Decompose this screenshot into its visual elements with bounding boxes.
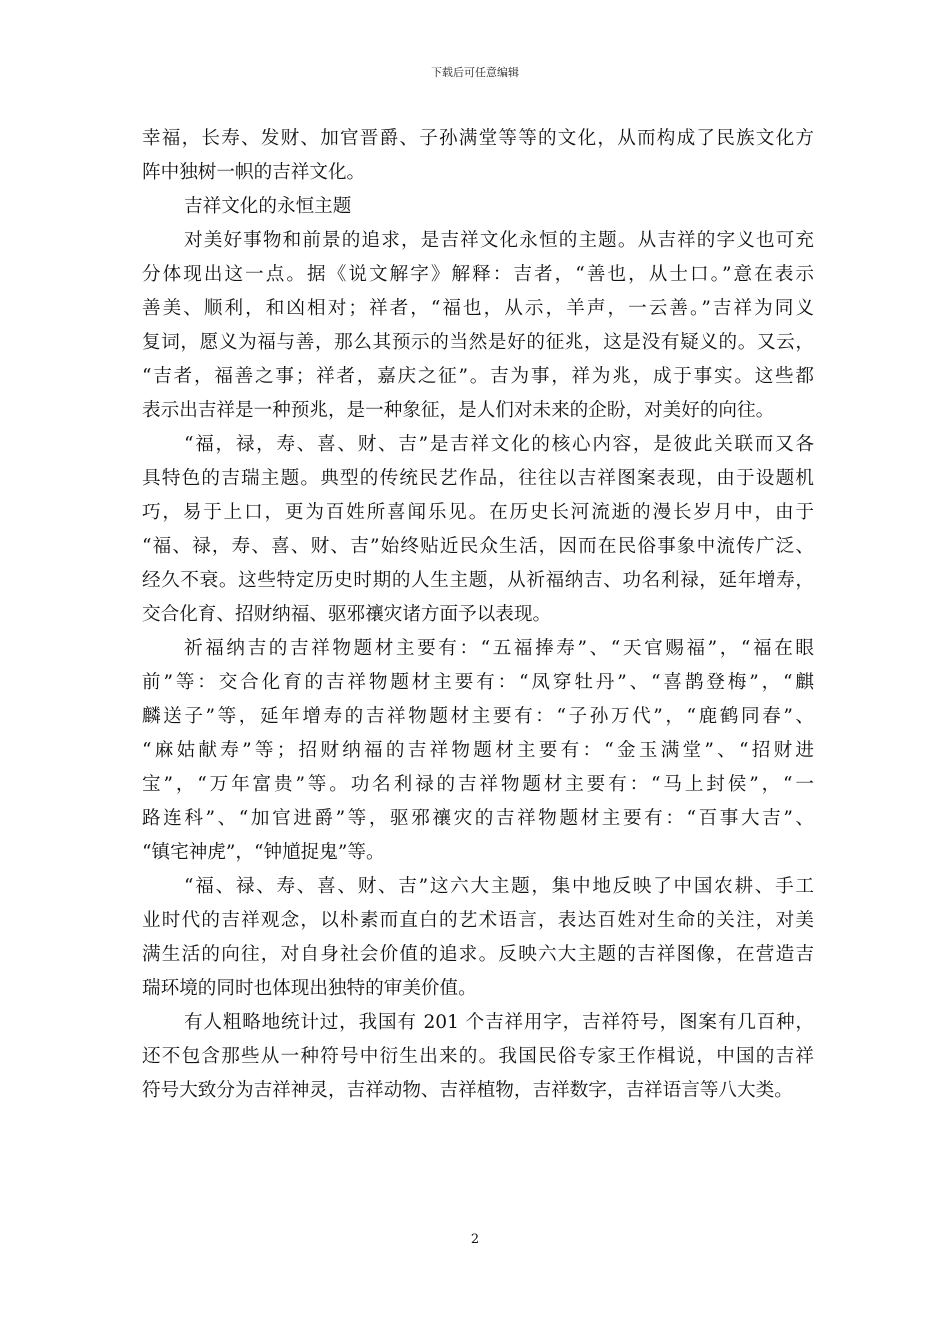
paragraph: [142, 122, 814, 190]
section-heading: [142, 190, 814, 224]
document-body: [142, 122, 814, 1108]
text-line: 分体现出这一点。据《说文解字》解释：吉者，“善也，从士口。”意在表示: [142, 264, 814, 285]
text-line: 对美好事物和前景的追求，是吉祥文化永恒的主题。从吉祥的字义也可充: [184, 230, 814, 251]
text-line: 巧，易于上口，更为百姓所喜闻乐见。在历史长河流逝的漫长岁月中，由于: [142, 502, 814, 523]
text-line: “福，禄，寿、喜、财、吉”是吉祥文化的核心内容，是彼此关联而又各: [184, 434, 814, 455]
page-number: 2: [470, 1232, 480, 1247]
text-line: 吉祥文化的永恒主题: [184, 196, 352, 217]
header-text: 下载后可任意编辑: [431, 66, 519, 79]
text-line: 麟送子”等，延年增寿的吉祥物题材主要有：“子孙万代”，“鹿鹤同春”、: [142, 706, 814, 727]
paragraph: [142, 1006, 814, 1108]
text-line: 复词，愿义为福与善，那么其预示的当然是好的征兆，这是没有疑义的。又云，: [142, 332, 814, 353]
page-header: [0, 66, 950, 80]
text-line: 路连科”、“加官进爵”等，驱邪禳灾的吉祥物题材主要有：“百事大吉”、: [142, 808, 814, 829]
paragraph: [142, 870, 814, 1006]
text-line: 善美、顺利，和凶相对；祥者，“福也，从示，羊声，一云善。”吉祥为同义: [142, 298, 814, 319]
text-line: 宝”，“万年富贵”等。功名利禄的吉祥物题材主要有：“马上封侯”，“一: [142, 774, 814, 795]
text-line: 前”等：交合化育的吉祥物题材主要有：“凤穿牡丹”、“喜鹊登梅”，“麒: [142, 672, 814, 693]
text-line: 满生活的向往，对自身社会价值的追求。反映六大主题的吉祥图像，在营造吉: [142, 944, 814, 965]
text-line: 还不包含那些从一种符号中衍生出来的。我国民俗专家王作楫说，中国的吉祥: [142, 1046, 814, 1067]
text-line: 业时代的吉祥观念，以朴素而直白的艺术语言，表达百姓对生命的关注，对美: [142, 910, 814, 931]
text-line: 幸福，长寿、发财、加官晋爵、子孙满堂等等的文化，从而构成了民族文化方: [142, 128, 814, 149]
text-line: 符号大致分为吉祥神灵，吉祥动物、吉祥植物，吉祥数字，吉祥语言等八大类。: [142, 1080, 793, 1101]
paragraph: [142, 428, 814, 632]
text-line: 交合化育、招财纳福、驱邪禳灾诸方面予以表现。: [142, 604, 552, 625]
text-line: “福、禄，寿、喜、财、吉”始终贴近民众生活，因而在民俗事象中流传广泛、: [142, 536, 814, 557]
text-line: 具特色的吉瑞主题。典型的传统民艺作品，往往以吉祥图案表现，由于设题机: [142, 468, 814, 489]
text-line: “麻姑献寿”等；招财纳福的吉祥物题材主要有：“金玉满堂”、“招财进: [142, 740, 814, 761]
paragraph: [142, 632, 814, 870]
text-line: 表示出吉祥是一种预兆，是一种象征，是人们对未来的企盼，对美好的向往。: [142, 400, 775, 421]
text-line: 经久不衰。这些特定历史时期的人生主题，从祈福纳吉、功名利禄，延年增寿，: [142, 570, 814, 591]
text-line: 瑞环境的同时也体现出独特的审美价值。: [142, 978, 477, 999]
text-line: “吉者，福善之事；祥者，嘉庆之征”。吉为事，祥为兆，成于事实。这些都: [142, 366, 814, 387]
paragraph: [142, 224, 814, 428]
text-line: 有人粗略地统计过，我国有 201 个吉祥用字，吉祥符号，图案有几百种，: [184, 1012, 814, 1033]
text-line: 祈福纳吉的吉祥物题材主要有：“五福捧寿”、“天官赐福”，“福在眼: [184, 638, 814, 659]
text-line: “镇宅神虎”，“钟馗捉鬼”等。: [142, 842, 385, 863]
text-line: “福、禄、寿、喜、财、吉”这六大主题，集中地反映了中国农耕、手工: [184, 876, 814, 897]
text-line: 阵中独树一帜的吉祥文化。: [142, 162, 366, 183]
